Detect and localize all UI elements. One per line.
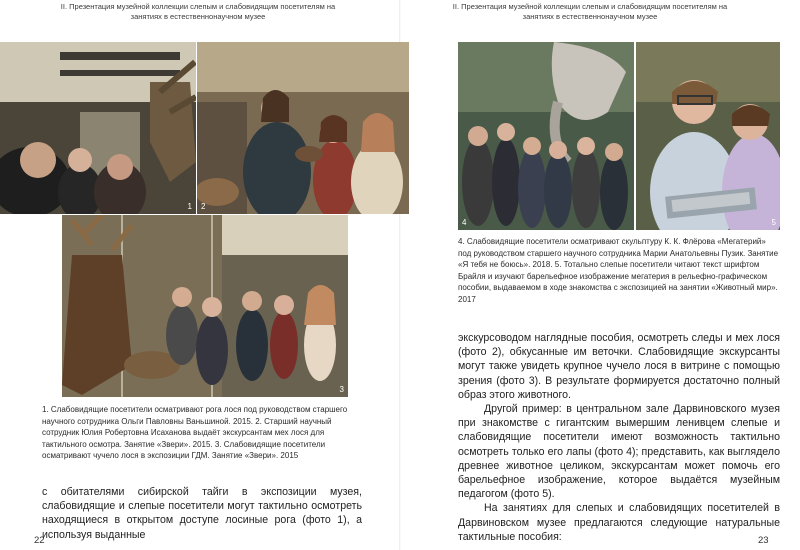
page-number-left: 22 xyxy=(34,535,45,546)
photo-moose-exhibit-icon xyxy=(62,215,348,397)
photo-museum-antlers-icon xyxy=(0,42,196,214)
caption-left: 1. Слабовидящие посетители осматривают рога лося под руководством старшего научного сотрудника Ольги Павловны Ваньшиной. 2015. 2. Старший научный сотрудник Юлия Робертовна Исаханова выдаёт экскурсантам мех лося для тактильного осмотра. Занятие «Звери». 2015. 3. Слабовидящие посетители осматривают чучело лося в экспозиции ГДМ. Занятие «Звери». 2015 xyxy=(42,405,348,460)
photo-5 xyxy=(636,42,780,230)
paragraph-3: На занятиях для слепых и слабовидящих посетителей в Дарвиновском музее предлагаются следующие натуральные тактильные пособия: xyxy=(458,502,780,543)
photo-1 xyxy=(0,42,196,214)
photo-number-3: 3 xyxy=(339,385,344,394)
photo-braille-reading-icon xyxy=(636,42,780,230)
photo-2 xyxy=(197,42,409,214)
photo-4 xyxy=(458,42,634,230)
photo-megatherium-sculpture-icon xyxy=(458,42,634,230)
body-text-left: с обитателями сибирской тайги в экспозиции музея, слабовидящие и слепые посетители могут тактильно осмотреть находящиеся в открытом доступе лосиные рога (фото 1), а используя выданные xyxy=(42,486,362,541)
paragraph-1: экскурсоводом наглядные пособия, осмотреть следы и мех лося (фото 2), обкусанные им веточки. Слабовидящие экскурсанты могут также увидеть крупное чучело лося в витрине с помощью зрения (фото 3). В результате формируется достаточно полный образ этого животного. xyxy=(458,332,780,401)
paragraph-2: Другой пример: в центральном зале Дарвиновского музея при знакомстве с гигантским вымершим ленивцем слепые и слабовидящие посетители имеют возможность тактильно осмотреть только его лапы (фото 4); представить, как выглядело древнее животное целиком, экскурсантам может помочь его барельефное изображение, которое выдаётся музейным педагогом (фото 5). xyxy=(458,403,780,501)
photo-3 xyxy=(62,215,348,397)
caption-right: 4. Слабовидящие посетители осматривают скульптуру К. К. Флёрова «Мегатерий» под руководством старшего научного сотрудника Марии Анатольевны Пузик. Занятие «Я тебя не боюсь». 2018. 5. Тотально слепые посетители читают текст шрифтом Брайля и изучают барельефное изображение мегатерия в рельефно-графическом пособии, выдаваемом в ходе знакомства с экспозицией на занятии «Животный мир». 2017 xyxy=(458,237,779,304)
photo-number-5: 5 xyxy=(771,218,776,227)
photo-number-1: 1 xyxy=(187,202,192,211)
running-head-left: II. Презентация музейной коллекции слепым и слабовидящим посетителям на занятиях в естественнонаучном музее xyxy=(60,2,336,21)
photo-number-2: 2 xyxy=(201,202,206,211)
page-number-right: 23 xyxy=(758,535,769,546)
photo-number-4: 4 xyxy=(462,218,467,227)
photo-moose-fur-icon xyxy=(197,42,409,214)
body-text-right xyxy=(458,331,780,544)
running-head-right: II. Презентация музейной коллекции слепым и слабовидящим посетителям на занятиях в естественнонаучном музее xyxy=(452,2,728,21)
